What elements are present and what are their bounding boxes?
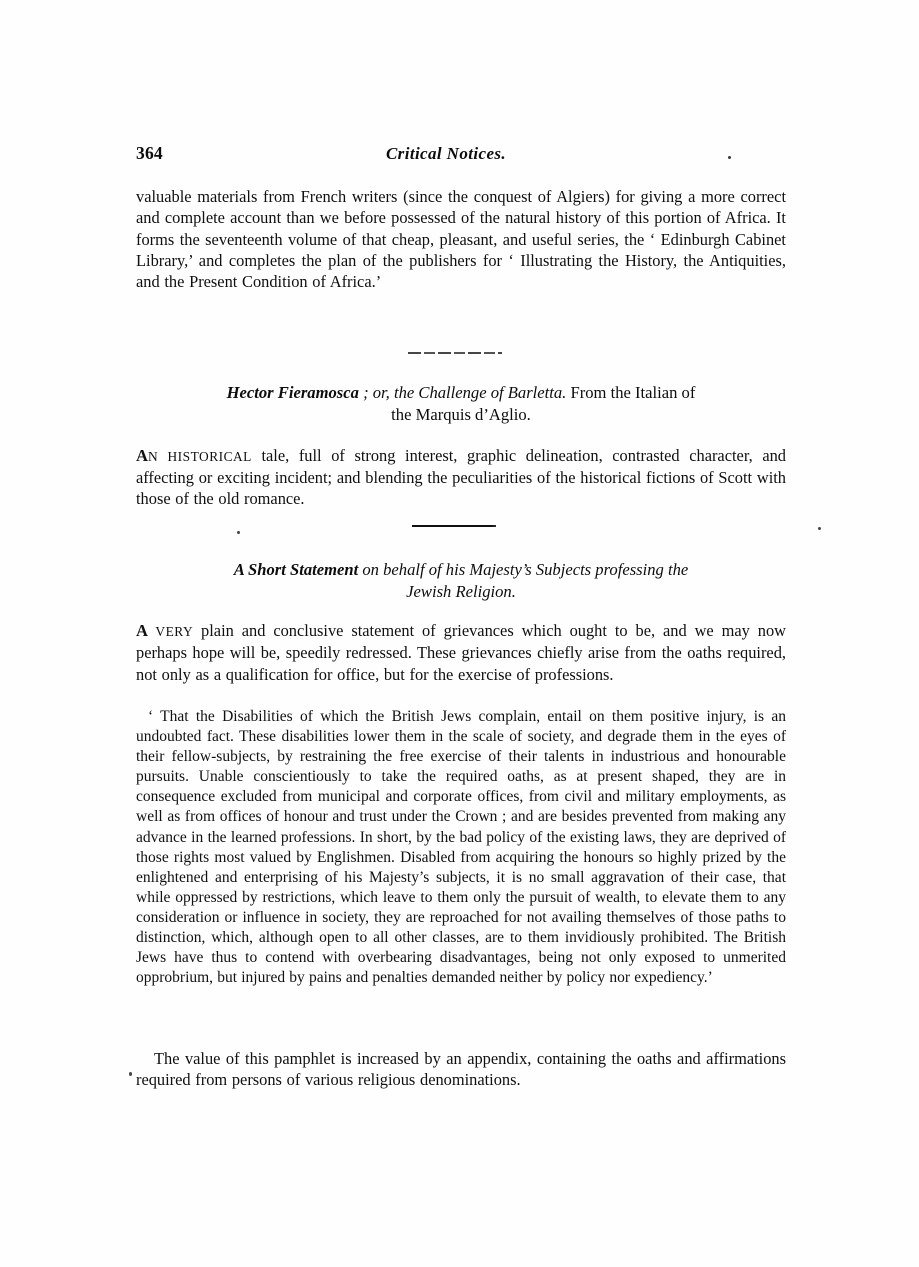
review-title-rest: ; or, the Challenge of Barletta. <box>358 383 567 402</box>
ink-speck-right <box>818 527 821 530</box>
closing-paragraph: The value of this pamphlet is increased by an appendix, containing the oaths and affirmations required from persons of various religious denominations. <box>136 1049 786 1090</box>
article-continuation-paragraph: valuable materials from French writers (since the conquest of Algiers) for giving a more correct and complete account than we before possessed of the natural history of this portion of Africa. It forms the seventeenth volume of that cheap, pleasant, and useful series, the ‘ Edinburgh Cabinet Library,’ and completes the plan of the publishers for ‘ Illustrating the History, the Antiquities, and the Present Condition of Africa.’ <box>136 187 786 292</box>
review-2-title-line-1 <box>136 559 786 581</box>
opening-smallcaps: N HISTORICAL <box>147 449 252 464</box>
review-heading-short-statement <box>136 559 786 603</box>
review-title-roman: From the Italian of <box>566 383 696 402</box>
running-title: Critical Notices. <box>385 144 507 163</box>
article-continuation-block <box>136 186 786 292</box>
review-1-paragraph <box>136 446 786 509</box>
review-2-title-lead: A Short Statement <box>233 560 359 579</box>
review-1-paragraph-text: tale, full of strong interest, graphic delineation, contrasted character, and affecting or exciting incident; and blending the peculiarities of the historical fictions of Scott with those of the old romance. <box>136 446 786 508</box>
review-2-title-rest: on behalf of his Majesty’s Subjects professing the <box>358 560 689 579</box>
running-head <box>136 143 786 167</box>
ink-speck-left <box>237 531 240 534</box>
quoted-extract: ‘ That the Disabilities of which the British Jews complain, entail on them positive injury, is an undoubted fact. These disabilities lower them in the scale of society, and degrade them in the eyes of their fellow-subjects, by restraining the free exercise of their talents in industrious and honourable pursuits. Unable conscientiously to take the required oaths, as at present shaped, they are in consequence excluded from municipal and corporate offices, from civil and military employments, as well as from offices of honour and trust under the Crown ; and are besides prevented from making any advance in the learned professions. In short, by the bad policy of the existing laws, they are deprived of those rights most valued by Englishmen. Disabled from acquiring the honours so highly prized by the enlightened and enterprising of his Majesty’s subjects, it is no small aggravation of their case, that while oppressed by restrictions, which leave to them only the pursuit of wealth, to elevate them to any consideration or influence in society, they are reproached for not availing themselves of those paths to distinction, which, although open to all other classes, are to them invidiously prohibited. The British Jews have thus to contend with overbearing disadvantages, being not only exposed to unmerited opprobrium, but injured by pains and penalties demanded neither by policy nor expediency.’ <box>136 708 786 987</box>
review-2-title-line-2: Jewish Religion. <box>406 582 516 601</box>
section-divider-rule-2 <box>412 525 496 527</box>
review-2-paragraph-1-text: plain and conclusive statement of grievances which ought to be, and we may now perhaps hope will be, speedily redressed. These grievances chiefly arise from the oaths required, not only as a qualification for office, but for the exercise of professions. <box>136 621 786 684</box>
ink-speck <box>728 156 731 159</box>
review-2-paragraph-1-block <box>136 620 786 685</box>
page-number: 364 <box>136 143 163 163</box>
quoted-extract-block <box>136 707 786 988</box>
opening-smallcaps-2: VERY <box>147 624 194 639</box>
review-2-paragraph-1 <box>136 620 786 685</box>
review-title-line-2: the Marquis d’Aglio. <box>391 405 531 424</box>
drop-initial-2: A <box>136 621 148 640</box>
review-1-body-block <box>136 446 786 509</box>
review-title-lead: Hector Fieramosca <box>226 383 359 402</box>
ink-speck-closing <box>129 1072 132 1076</box>
section-divider-rule-1 <box>408 352 502 354</box>
review-heading-hector-fieramosca <box>136 382 786 426</box>
drop-initial: A <box>136 446 148 465</box>
closing-paragraph-block <box>136 1048 786 1091</box>
review-title-line-1 <box>136 382 786 404</box>
